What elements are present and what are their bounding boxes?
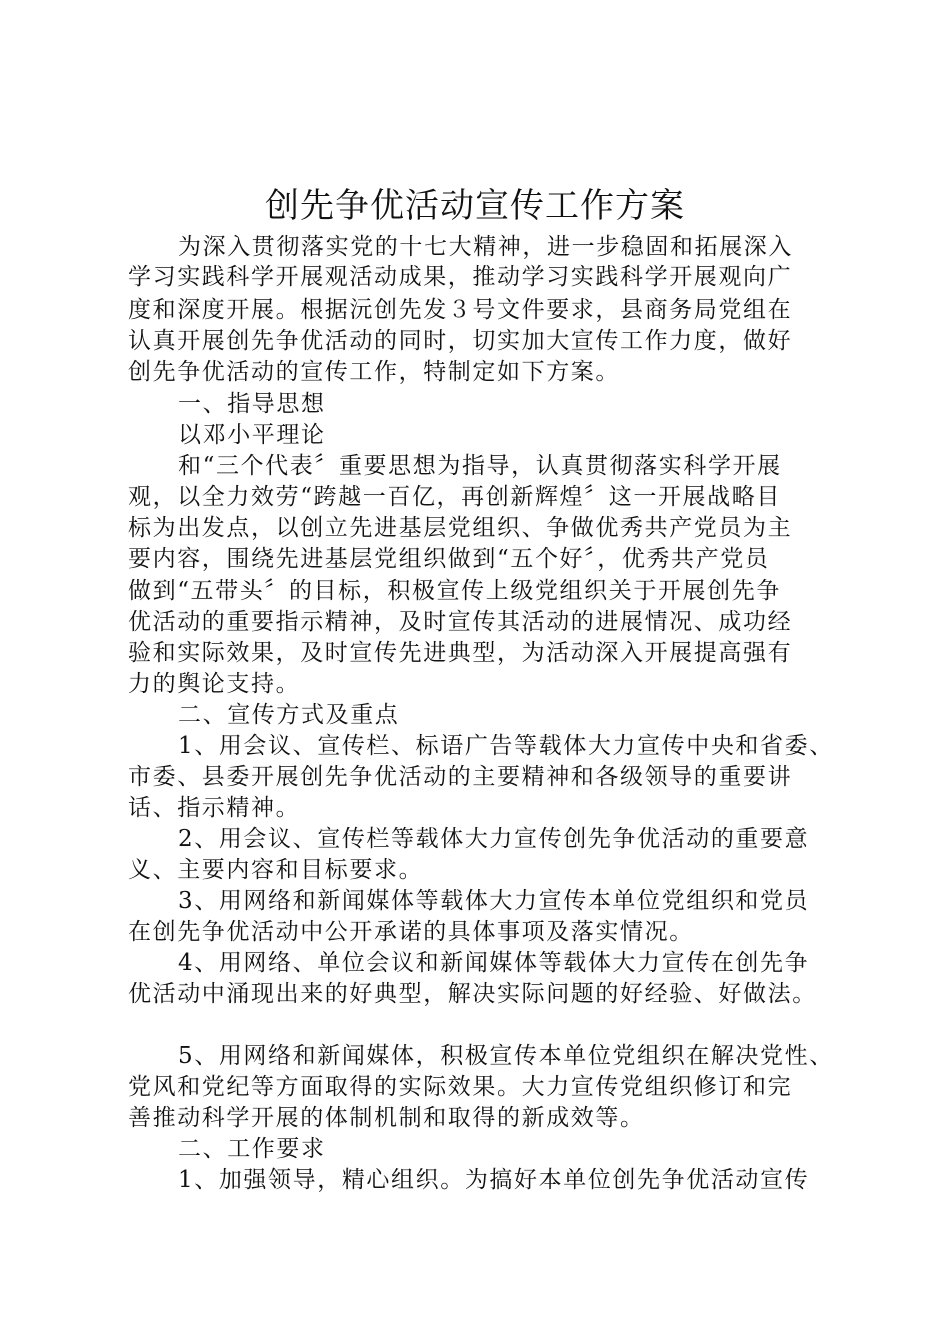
document-title: 创先争优活动宣传工作方案	[265, 186, 685, 226]
paragraph-line: 要内容，围绕先进基层党组织做到“五个好〞，优秀共产党员	[128, 546, 770, 572]
paragraph-line: 优活动的重要指示精神，及时宣传其活动的进展情况、成功经	[128, 609, 793, 635]
paragraph-line: 市委、县委开展创先争优活动的主要精神和各级领导的重要讲	[128, 764, 793, 790]
paragraph-line: 善推动科学开展的体制机制和取得的新成效等。	[128, 1105, 645, 1131]
section-heading: 二、工作要求	[178, 1136, 326, 1162]
paragraph-line: 力的舆论支持。	[128, 671, 301, 697]
paragraph-line: 度和深度开展。根据沅创先发３号文件要求，县商务局党组在	[128, 297, 793, 323]
paragraph-line: 3、用网络和新闻媒体等载体大力宣传本单位党组织和党员	[178, 888, 810, 914]
paragraph-line: 5、用网络和新闻媒体，积极宣传本单位党组织在解决党性、	[178, 1043, 834, 1069]
paragraph-line: 为深入贯彻落实党的十七大精神，进一步稳固和拓展深入	[178, 234, 793, 260]
paragraph-line: 党风和党纪等方面取得的实际效果。大力宣传党组织修订和完	[128, 1074, 793, 1100]
paragraph-line: 优活动中涌现出来的好典型，解决实际问题的好经验、好做法。	[128, 981, 817, 1007]
paragraph-line: 1、用会议、宣传栏、标语广告等载体大力宣传中央和省委、	[178, 733, 834, 759]
paragraph-line: 学习实践科学开展观活动成果，推动学习实践科学开展观向广	[128, 264, 793, 290]
paragraph-line: 创先争优活动的宣传工作，特制定如下方案。	[128, 359, 620, 385]
paragraph-line: 以邓小平理论	[178, 422, 326, 448]
paragraph-line: 和“三个代表〞重要思想为指导，认真贯彻落实科学开展	[178, 453, 782, 479]
paragraph-line: 2、用会议、宣传栏等载体大力宣传创先争优活动的重要意	[178, 826, 810, 852]
section-heading: 一、指导思想	[178, 391, 326, 417]
paragraph-line: 1、加强领导，精心组织。为搞好本单位创先争优活动宣传	[178, 1167, 810, 1193]
paragraph-line: 认真开展创先争优活动的同时，切实加大宣传工作力度，做好	[128, 328, 793, 354]
paragraph-line: 做到“五带头〞的目标，积极宣传上级党组织关于开展创先争	[128, 578, 781, 604]
paragraph-line: 义、主要内容和目标要求。	[128, 857, 424, 883]
paragraph-line: 在创先争优活动中公开承诺的具体事项及落实情况。	[128, 919, 694, 945]
paragraph-line: 标为出发点，以创立先进基层党组织、争做优秀共产党员为主	[128, 515, 793, 541]
paragraph-line: 观，以全力效劳“跨越一百亿，再创新辉煌〞这一开展战略目	[128, 484, 781, 510]
paragraph-line: 验和实际效果，及时宣传先进典型，为活动深入开展提高强有	[128, 640, 793, 666]
paragraph-line: 4、用网络、单位会议和新闻媒体等载体大力宣传在创先争	[178, 950, 810, 976]
paragraph-line: 话、指示精神。	[128, 795, 301, 821]
section-heading: 二、宣传方式及重点	[178, 702, 400, 728]
